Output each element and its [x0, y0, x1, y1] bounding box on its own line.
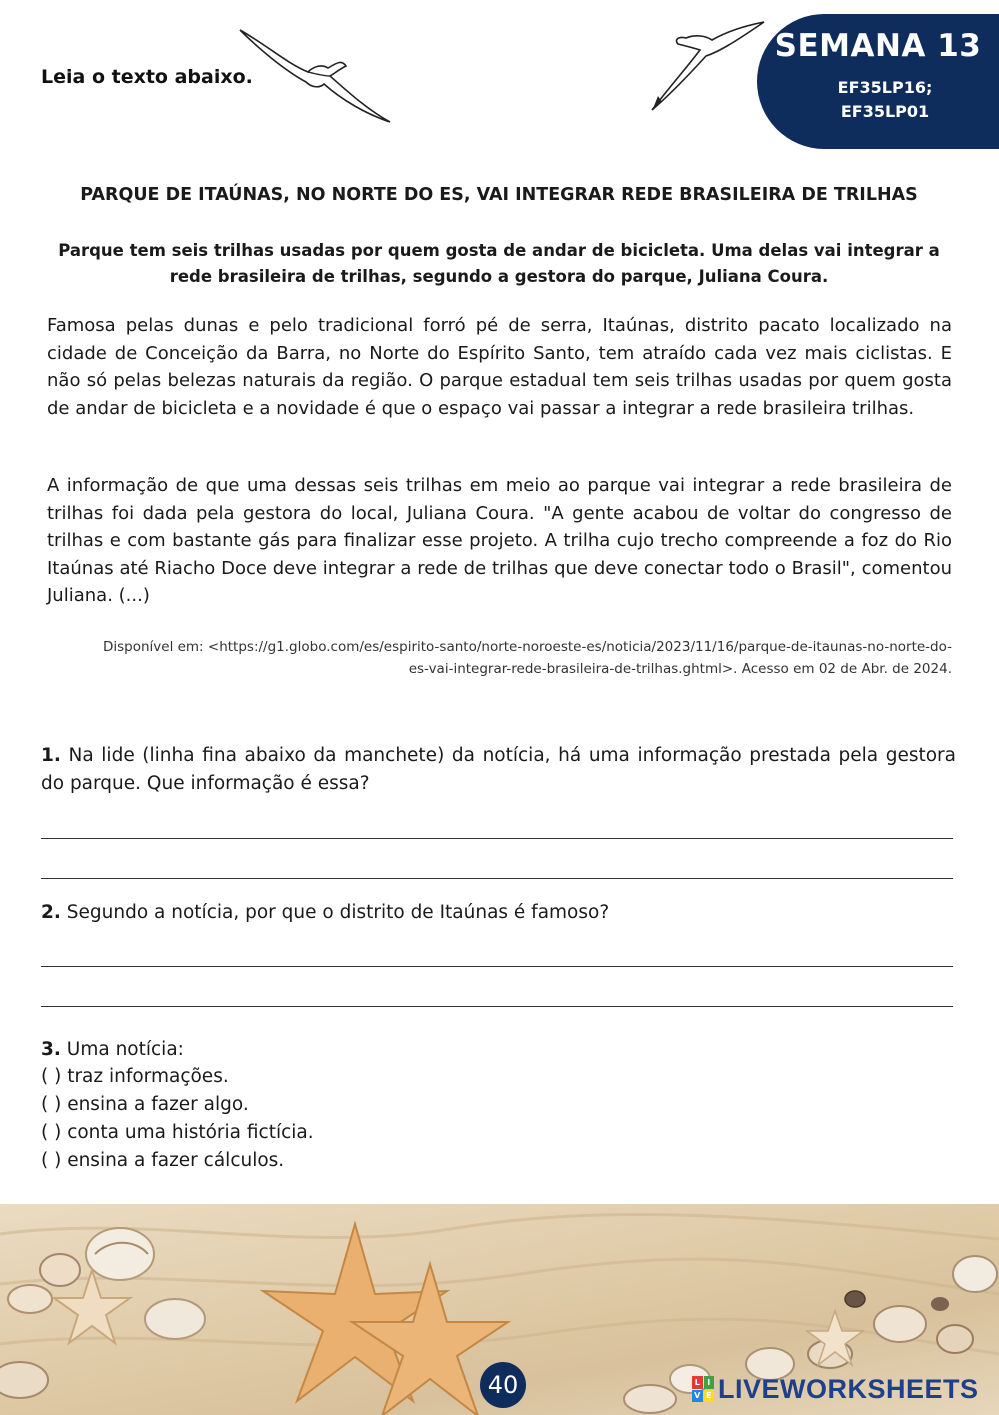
answer-line-q1-1[interactable]	[41, 838, 953, 839]
source-citation	[60, 636, 952, 680]
answer-line-q2-2[interactable]	[41, 1006, 953, 1007]
week-badge	[757, 14, 999, 149]
question-1-number: 1.	[41, 745, 61, 766]
question-1-text: Na lide (linha fina abaixo da manchete) da notícia, há uma informação prestada pela gestora do parque. Que informação é essa?	[41, 745, 956, 794]
question-3-option-4[interactable]: ( ) ensina a fazer cálculos.	[41, 1150, 285, 1171]
article-paragraph-2: A informação de que uma dessas seis trilhas em meio ao parque vai integrar a rede brasileira de trilhas foi dada pela gestora do local, Juliana Coura. "A gente acabou de voltar do congresso de trilhas e com bastante gás para finalizar esse projeto. A trilha cujo trecho compreende a foz do Rio Itaúnas até Riacho Doce deve integrar a rede de trilhas que deve conectar todo o Brasil", comentou Juliana. (...)	[47, 475, 952, 607]
question-1	[41, 742, 956, 798]
question-3-option-2[interactable]: ( ) ensina a fazer algo.	[41, 1094, 249, 1115]
liveworksheets-logo	[692, 1374, 979, 1404]
seagull-illustration-right	[648, 18, 766, 114]
question-2-text: Segundo a notícia, por que o distrito de Itaúnas é famoso?	[60, 902, 610, 923]
seagull-illustration-left	[238, 26, 394, 126]
source-line-1: Disponível em: <https://g1.globo.com/es/espirito-santo/norte-noroeste-es/noticia/2023/11/16/parque-de-itaunas-no-norte-do-	[102, 639, 952, 655]
answer-line-q1-2[interactable]	[41, 878, 953, 879]
question-3-option-1[interactable]: ( ) traz informações.	[41, 1066, 229, 1087]
week-title: SEMANA 13	[774, 28, 982, 64]
instruction-text: Leia o texto abaixo.	[41, 66, 253, 88]
article-lead: Parque tem seis trilhas usadas por quem gosta de andar de bicicleta. Uma delas vai integrar a rede brasileira de trilhas, segundo a gestora do parque, Juliana Coura.	[58, 241, 940, 286]
page-number: 40	[480, 1362, 526, 1408]
answer-line-q2-1[interactable]	[41, 966, 953, 967]
source-line-2: es-vai-integrar-rede-brasileira-de-trilhas.ghtml>. Acesso em 02 de Abr. de 2024.	[408, 661, 952, 677]
skill-code-1: EF35LP16;	[837, 78, 933, 97]
question-2	[41, 899, 956, 927]
question-3-text: Uma notícia:	[60, 1039, 184, 1060]
article-headline: PARQUE DE ITAÚNAS, NO NORTE DO ES, VAI INTEGRAR REDE BRASILEIRA DE TRILHAS	[80, 185, 918, 205]
question-3-number: 3.	[41, 1039, 61, 1060]
question-3-option-3[interactable]: ( ) conta uma história fictícia.	[41, 1122, 314, 1143]
question-2-number: 2.	[41, 902, 61, 923]
article-paragraph-1: Famosa pelas dunas e pelo tradicional forró pé de serra, Itaúnas, distrito pacato localizado na cidade de Conceição da Barra, no Norte do Espírito Santo, tem atraído cada vez mais ciclistas. E não só pelas belezas naturais da região. O parque estadual tem seis trilhas usadas por quem gosta de andar de bicicleta e a novidade é que o espaço vai passar a integrar a rede brasileira trilhas.	[47, 315, 952, 419]
skill-code-2: EF35LP01	[840, 102, 930, 121]
question-3	[41, 1036, 956, 1064]
liveworksheets-wordmark: LIVEWORKSHEETS	[718, 1373, 979, 1404]
liveworksheets-mark-icon: L I V E	[692, 1376, 714, 1402]
